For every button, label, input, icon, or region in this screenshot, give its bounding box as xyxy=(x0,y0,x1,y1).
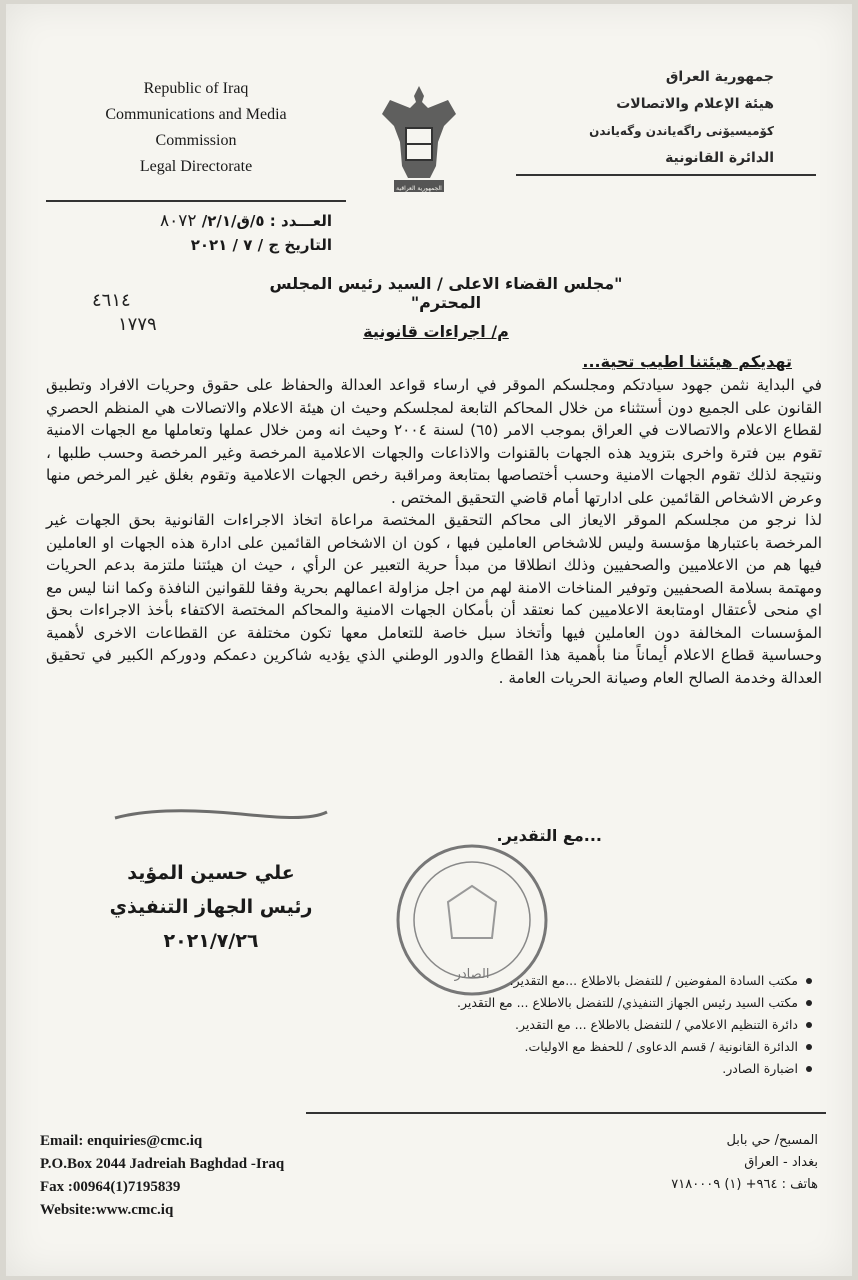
footer-phone: هاتف : ٩٦٤+ (١) ٧١٨٠٠٠٩ xyxy=(671,1177,818,1192)
bullet-icon xyxy=(806,978,812,984)
letterhead-arabic xyxy=(524,64,774,172)
signatory-title: رئيس الجهاز التنفيذي xyxy=(109,896,313,918)
letterhead-line: Commission xyxy=(155,132,237,149)
greeting: تهديكم هيئتنا اطيب تحية... xyxy=(582,352,792,371)
header-divider-right xyxy=(516,174,816,176)
letterhead-line: كۆمیسیۆنی راگەیاندن وگەیاندن xyxy=(589,124,774,138)
footer-website: Website:www.cmc.iq xyxy=(40,1202,174,1218)
letterhead-line: Communications and Media xyxy=(105,106,287,123)
footer-fax: Fax :00964(1)7195839 xyxy=(40,1179,181,1195)
footer-city: بغداد - العراق xyxy=(744,1155,818,1170)
footer-contact-arabic xyxy=(518,1130,818,1196)
subject-line: م/ اجراءات قانونية xyxy=(363,322,509,341)
letter-page xyxy=(6,4,852,1276)
handwritten-number: ٨٠٧٢ xyxy=(159,211,197,231)
iraq-eagle-emblem-icon xyxy=(378,80,460,200)
signature-block xyxy=(106,856,316,958)
letter-body xyxy=(46,374,822,689)
footer-divider xyxy=(306,1112,826,1114)
bullet-icon xyxy=(806,1000,812,1006)
bullet-icon xyxy=(806,1066,812,1072)
cc-list xyxy=(372,970,812,1080)
body-paragraph: في البداية نثمن جهود سيادتكم ومجلسكم الموقر في ارساء قواعد العدالة والحفاظ على حقوق وحريات الافراد وتطبيق القانون على الجميع دون أستثناء من خلال المحاكم التابعة لمجلسكم وحيث ان هيئة الاعلام والاتصالات هي المنظم الحصري لقطاع الاعلام والاتصالات في العراق بموجب الامر (٦٥) لسنة ٢٠٠٤ وحيث انه ومن خلال عملها وتعاملها مع الجهات الامنية تقوم بين فترة واخرى بتزويد هذه الجهات بالقنوات والاذاعات والجهات الاعلامية المرخصة وغير المرخصة وحسب طلبها ، ونتيجة لذلك تقوم الجهات الامنية وحسب أختصاصها بمتابعة ومراقبة رخص الجهات الاعلامية وتقوم بغلق غير المرخص منها وعرض الاشخاص القائمين على ادارتها أمام قاضي التحقيق المختص . xyxy=(46,376,823,507)
letterhead-line: هيئة الإعلام والاتصالات xyxy=(616,96,774,112)
letterhead-english xyxy=(76,76,316,180)
footer-email: Email: enquiries@cmc.iq xyxy=(40,1133,203,1149)
body-paragraph: لذا نرجو من مجلسكم الموقر الايعاز الى محاكم التحقيق المختصة مراعاة اتخاذ الاجراءات القانونية بحق الجهات غير المرخصة باعتبارها مؤسسة وليس للاشخاص العاملين فيها ، كون ان الاشخاص القائمين على ادارة هذه الجهات او العاملين فيها هم من الاعلاميين والصحفيين وذلك انطلاقا من مبدأ حرية التعبير عن الرأي ، حيث ان هيئتنا ملتزمة بدعم الحريات ومهتمة بسلامة الصحفيين وتوفير المناخات الامنة لهم من اجل مزاولة اعمالهم بحرية وفقا للقوانين النافذة وكما اننا ليس مع اي منحى لأعتقال اومتابعة الاعلاميين كما نعتقد أن بأمكان الجهات الامنية والمحاكم المختصة الاكتفاء بأخذ الاجراءات بحق المؤسسات المخالفة دون العاملين فيها وأتخاذ سبل خاصة للتعامل معها تكون مختلفة عن القطاعات الاخرى لأهمية وحساسية قطاع الاعلام أيماناً منا بأهمية هذا القطاع والدور الوطني الذي يؤديه شاكرين دعمكم ودوركم الكبير في تحقيق العدالة وخدمة الصالح العام وصيانة الحريات العامة . xyxy=(46,511,822,687)
emblem-caption: الجمهورية العراقية xyxy=(396,185,442,192)
bullet-icon xyxy=(806,1022,812,1028)
handwritten-mark: ١٧٧٩ xyxy=(118,314,157,335)
signature-date: ٢٠٢١/٧/٢٦ xyxy=(163,930,259,952)
addressee: "مجلس القضاء الاعلى / السيد رئيس المجلس المحترم" xyxy=(269,274,623,312)
letterhead-line: الدائرة القانونية xyxy=(665,150,774,166)
stamp-label: الصادر xyxy=(454,967,490,982)
reference-date: التاريخ ج / ٧ / ٢٠٢١ xyxy=(190,236,332,254)
cc-item: مكتب السادة المفوضين / للتفضل بالاطلاع ...مع التقدير. xyxy=(372,970,812,992)
cc-item: دائرة التنظيم الاعلامي / للتفضل بالاطلاع ... مع التقدير. xyxy=(372,1014,812,1036)
signatory-name: علي حسين المؤيد xyxy=(127,862,295,884)
bullet-icon xyxy=(806,1044,812,1050)
letterhead-line: Republic of Iraq xyxy=(143,80,249,97)
footer-pobox: P.O.Box 2044 Jadreiah Baghdad -Iraq xyxy=(40,1156,285,1172)
signature-scribble xyxy=(111,804,331,826)
handwritten-mark: ٤٦١٤ xyxy=(92,290,131,311)
letterhead-line: جمهورية العراق xyxy=(665,69,774,85)
cc-item: الدائرة القانونية / قسم الدعاوى / للحفظ مع الاوليات. xyxy=(372,1036,812,1058)
closing-regards: ...مع التقدير. xyxy=(496,826,602,845)
cc-item: اضبارة الصادر. xyxy=(372,1058,812,1080)
cc-item: مكتب السيد رئيس الجهاز التنفيذي/ للتفضل بالاطلاع ... مع التقدير. xyxy=(372,992,812,1014)
header-divider-left xyxy=(46,200,346,202)
reference-block xyxy=(92,209,332,257)
letterhead-line: Legal Directorate xyxy=(139,158,253,175)
reference-number: العـــدد : ٥/ق/٢/١/ xyxy=(201,212,332,230)
footer-contact-english xyxy=(40,1130,400,1222)
footer-address: المسبح/ حي بابل xyxy=(726,1133,818,1148)
